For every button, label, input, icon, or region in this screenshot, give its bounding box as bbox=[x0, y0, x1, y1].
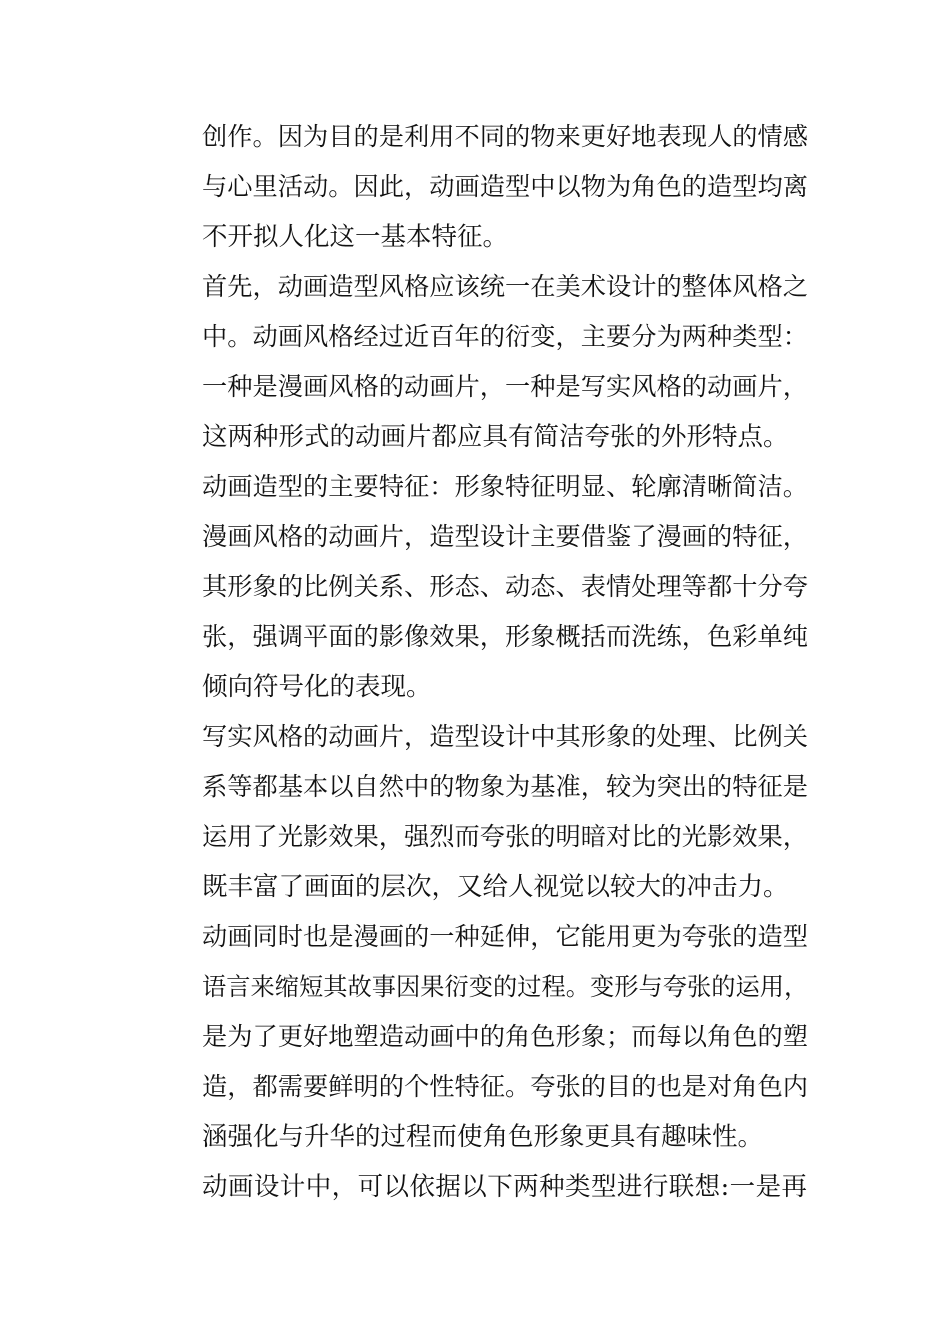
text-line: 漫画风格的动画片，造型设计主要借鉴了漫画的特征， bbox=[202, 522, 808, 551]
text-line: 造，都需要鲜明的个性特征。夸张的目的也是对角色内 bbox=[202, 1072, 808, 1101]
text-line: 动画设计中，可以依据以下两种类型进行联想:一是再 bbox=[202, 1172, 807, 1202]
text-line: 一种是漫画风格的动画片，一种是写实风格的动画片， bbox=[202, 372, 808, 401]
text-line: 倾向符号化的表现。 bbox=[202, 672, 432, 702]
text-line: 其形象的比例关系、形态、动态、表情处理等都十分夸 bbox=[202, 572, 808, 601]
text-line: 这两种形式的动画片都应具有简洁夸张的外形特点。 bbox=[202, 422, 789, 452]
text-line: 不开拟人化这一基本特征。 bbox=[202, 222, 509, 252]
text-line: 与心里活动。因此，动画造型中以物为角色的造型均离 bbox=[202, 172, 808, 201]
text-line: 张，强调平面的影像效果，形象概括而洗练，色彩单纯 bbox=[202, 622, 808, 651]
text-line: 首先，动画造型风格应该统一在美术设计的整体风格之 bbox=[202, 272, 808, 301]
text-line: 涵强化与升华的过程而使角色形象更具有趣味性。 bbox=[202, 1122, 764, 1152]
text-line: 动画造型的主要特征：形象特征明显、轮廓清晰简洁。 bbox=[202, 472, 808, 501]
text-line: 写实风格的动画片，造型设计中其形象的处理、比例关 bbox=[202, 722, 808, 751]
text-line: 既丰富了画面的层次，又给人视觉以较大的冲击力。 bbox=[202, 872, 789, 902]
text-line: 语言来缩短其故事因果衍变的过程。变形与夸张的运用， bbox=[202, 972, 809, 1001]
text-line: 是为了更好地塑造动画中的角色形象；而每以角色的塑 bbox=[202, 1022, 808, 1051]
text-line: 中。动画风格经过近百年的衍变，主要分为两种类型： bbox=[202, 322, 808, 351]
text-line: 创作。因为目的是利用不同的物来更好地表现人的情感 bbox=[202, 122, 808, 151]
text-line: 动画同时也是漫画的一种延伸，它能用更为夸张的造型 bbox=[202, 922, 808, 951]
text-line: 系等都基本以自然中的物象为基准，较为突出的特征是 bbox=[202, 772, 808, 801]
body-text bbox=[202, 112, 807, 1212]
text-line: 运用了光影效果，强烈而夸张的明暗对比的光影效果， bbox=[202, 822, 808, 851]
